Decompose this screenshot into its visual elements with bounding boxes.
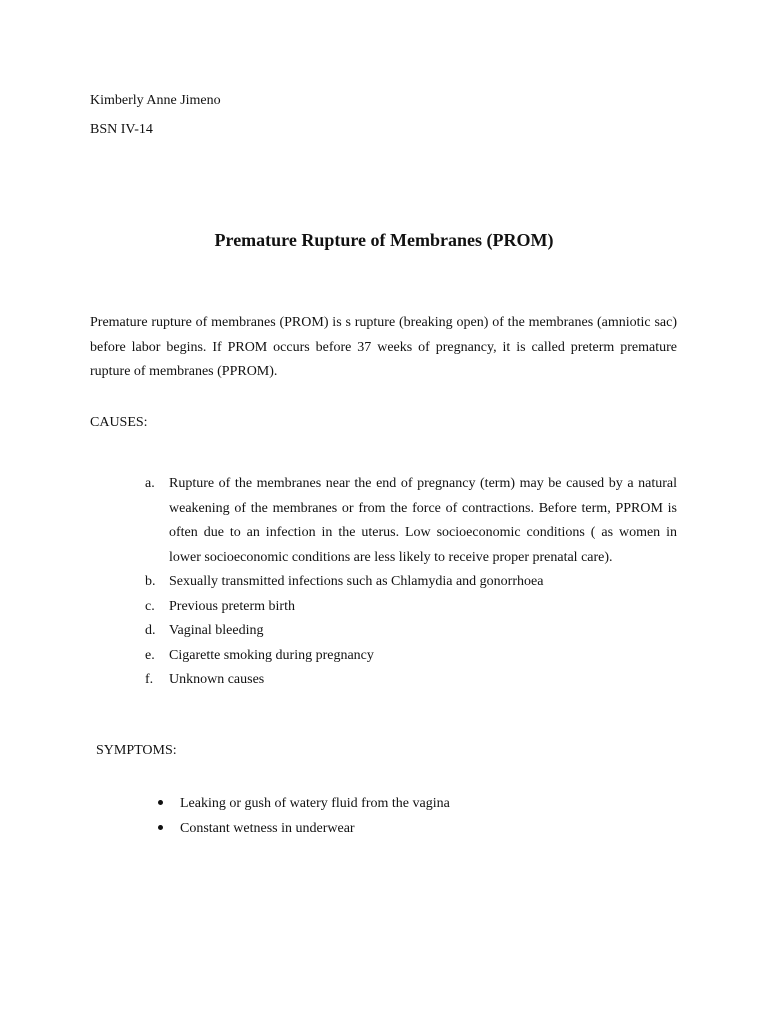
list-marker: b. bbox=[145, 574, 156, 589]
cause-text: Vaginal bleeding bbox=[169, 623, 264, 638]
cause-text: Sexually transmitted infections such as Chlamydia and gonorrhoea bbox=[169, 574, 544, 589]
list-marker: d. bbox=[145, 623, 156, 638]
author-name: Kimberly Anne Jimeno bbox=[90, 93, 221, 108]
cause-text: Cigarette smoking during pregnancy bbox=[169, 647, 374, 663]
list-marker: e. bbox=[145, 647, 155, 663]
cause-item-a bbox=[0, 472, 768, 570]
symptom-item bbox=[0, 791, 768, 816]
symptoms-heading: SYMPTOMS: bbox=[96, 743, 177, 758]
causes-heading: CAUSES: bbox=[90, 415, 148, 430]
course-section: BSN IV-14 bbox=[90, 122, 153, 137]
list-marker: f. bbox=[145, 672, 154, 687]
symptom-text: Constant wetness in underwear bbox=[180, 821, 355, 836]
symptoms-list bbox=[0, 791, 768, 841]
symptom-item bbox=[0, 816, 768, 841]
cause-item-b bbox=[0, 570, 768, 595]
cause-item-d bbox=[0, 619, 768, 644]
causes-list bbox=[0, 472, 768, 693]
cause-item-e bbox=[0, 644, 768, 669]
cause-item-f bbox=[0, 668, 768, 693]
cause-text: Previous preterm birth bbox=[169, 598, 295, 614]
page-title: Premature Rupture of Membranes (PROM) bbox=[214, 230, 554, 250]
cause-item-c bbox=[0, 595, 768, 620]
list-marker: c. bbox=[145, 598, 155, 614]
cause-text: Rupture of the membranes near the end of pregnancy (term) may be caused by a natural weakening of the membranes or from the force of contractions. Before term, PPROM is often due to an infection in the uterus. Low socioeconomic conditions ( as women in lower socioeconomic conditions are less likely to receive proper prenatal care). bbox=[169, 476, 677, 565]
cause-text: Unknown causes bbox=[169, 672, 265, 687]
bullet-dot-icon bbox=[158, 800, 163, 805]
bullet-dot-icon bbox=[158, 825, 163, 830]
list-marker: a. bbox=[145, 476, 155, 491]
symptom-text: Leaking or gush of watery fluid from the vagina bbox=[180, 796, 450, 811]
intro-paragraph: Premature rupture of membranes (PROM) is s rupture (breaking open) of the membranes (amniotic sac) before labor begins. If PROM occurs before 37 weeks of pregnancy, it is called preterm premature rupture of membranes (PPROM). bbox=[90, 315, 677, 379]
